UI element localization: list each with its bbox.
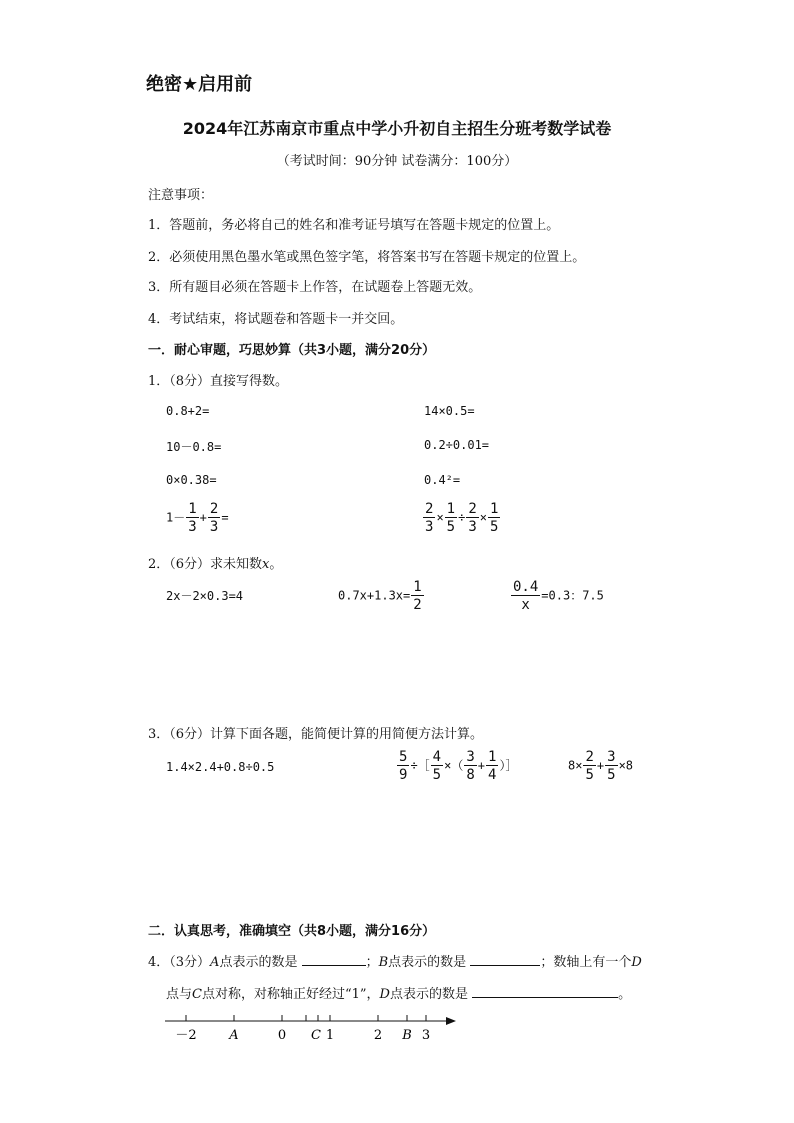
note-item: 3．所有题目必须在答题卡上作答，在试题卷上答题无效。 [148, 280, 482, 295]
fraction: $\frac{5}{9}$ [399, 749, 408, 783]
fraction: $\frac{1}{5}$ [446, 501, 456, 535]
equation: 0.7x+1.3x= $\frac{1}{2}$ [338, 579, 422, 613]
tick-label: 2 [373, 1028, 383, 1043]
prefix: 1－ [166, 510, 186, 525]
calc-item-fraction: 1－ $\frac{1}{3}$ + $\frac{2}{3}$ = [166, 501, 229, 535]
expression: 1.4×2.4+0.8÷0.5 [166, 760, 275, 774]
question-stem: 2．（6分）求未知数x。 [148, 557, 283, 572]
answer-blank[interactable] [470, 951, 540, 966]
fraction: $\frac{2}{5}$ [585, 749, 594, 783]
calc-item: 0.2÷0.01= [424, 438, 490, 452]
tick-label: －2 [175, 1028, 197, 1043]
equation: 2x－2×0.3=4 [166, 589, 244, 603]
tick-label: 1 [325, 1028, 335, 1043]
arrow-icon [446, 1017, 456, 1025]
fraction: $\frac{3}{8}$ [466, 749, 475, 783]
fraction: $\frac{4}{5}$ [432, 749, 442, 783]
tick-label: C [311, 1028, 321, 1043]
fraction: $\frac{2}{3}$ [425, 501, 434, 535]
notes-heading: 注意事项： [148, 188, 214, 203]
note-item: 1．答题前，务必将自己的姓名和准考证号填写在答题卡规定的位置上。 [148, 218, 560, 233]
fraction: $\frac{1}{3}$ [188, 501, 197, 535]
note-item: 4．考试结束，将试题卷和答题卡一并交回。 [148, 312, 404, 327]
calc-item: 14×0.5= [424, 404, 475, 418]
exam-info: （考试时间：90分钟 试卷满分：100分） [276, 154, 518, 169]
fraction: $\frac{1}{5}$ [490, 501, 499, 535]
fraction: $\frac{2}{3}$ [468, 501, 477, 535]
fraction: $\frac{2}{3}$ [209, 501, 219, 535]
calc-item: 0×0.38= [166, 473, 217, 487]
note-item: 2．必须使用黑色墨水笔或黑色签字笔，将答案书写在答题卡规定的位置上。 [148, 250, 586, 265]
question-stem: 1．（8分）直接写得数。 [148, 374, 289, 389]
question-stem: 3．（6分）计算下面各题，能简便计算的用简便方法计算。 [148, 727, 484, 742]
number-line [160, 1008, 470, 1048]
section-heading: 一．耐心审题，巧思妙算（共3小题，满分20分） [148, 343, 436, 358]
calc-item: 0.4²= [424, 473, 461, 487]
expression: $\frac{5}{9}$ ÷［ $\frac{4}{5}$ ×（ $\frac{3}{8}$ + $\frac{1}{4}$ ）］ [399, 749, 518, 783]
calc-item-fraction: $\frac{2}{3}$ × $\frac{1}{5}$ ÷ $\frac{2}{3}$ × $\frac{1}{5}$ [425, 501, 499, 535]
question-line: 点与C点对称，对称轴正好经过“1”，D点表示的数是 。 [166, 983, 631, 1002]
fraction: $\frac{0.4}{x}$ [513, 579, 539, 613]
tick-label: 0 [277, 1028, 287, 1043]
expression: 8× $\frac{2}{5}$ + $\frac{3}{5}$ ×8 [568, 749, 634, 783]
fraction: $\frac{1}{4}$ [488, 749, 497, 783]
section-heading: 二．认真思考，准确填空（共8小题，满分16分） [148, 924, 436, 939]
question-line: 4．（3分）A点表示的数是 ；B点表示的数是 ；数轴上有一个D [148, 951, 642, 970]
equation: $\frac{0.4}{x}$ =0.3：7.5 [513, 579, 604, 613]
fraction: $\frac{3}{5}$ [607, 749, 616, 783]
page-title: 2024年江苏南京市重点中学小升初自主招生分班考数学试卷 [182, 119, 612, 138]
tick-label: A [229, 1028, 239, 1043]
answer-blank[interactable] [302, 951, 366, 966]
answer-blank[interactable] [472, 983, 618, 998]
tick-label: B [402, 1028, 412, 1043]
confidential-mark: 绝密★启用前 [146, 74, 253, 95]
tick-label: 3 [421, 1028, 431, 1043]
calc-item: 0.8+2= [166, 404, 210, 418]
calc-item: 10－0.8= [166, 440, 222, 454]
fraction: $\frac{1}{2}$ [413, 579, 422, 613]
